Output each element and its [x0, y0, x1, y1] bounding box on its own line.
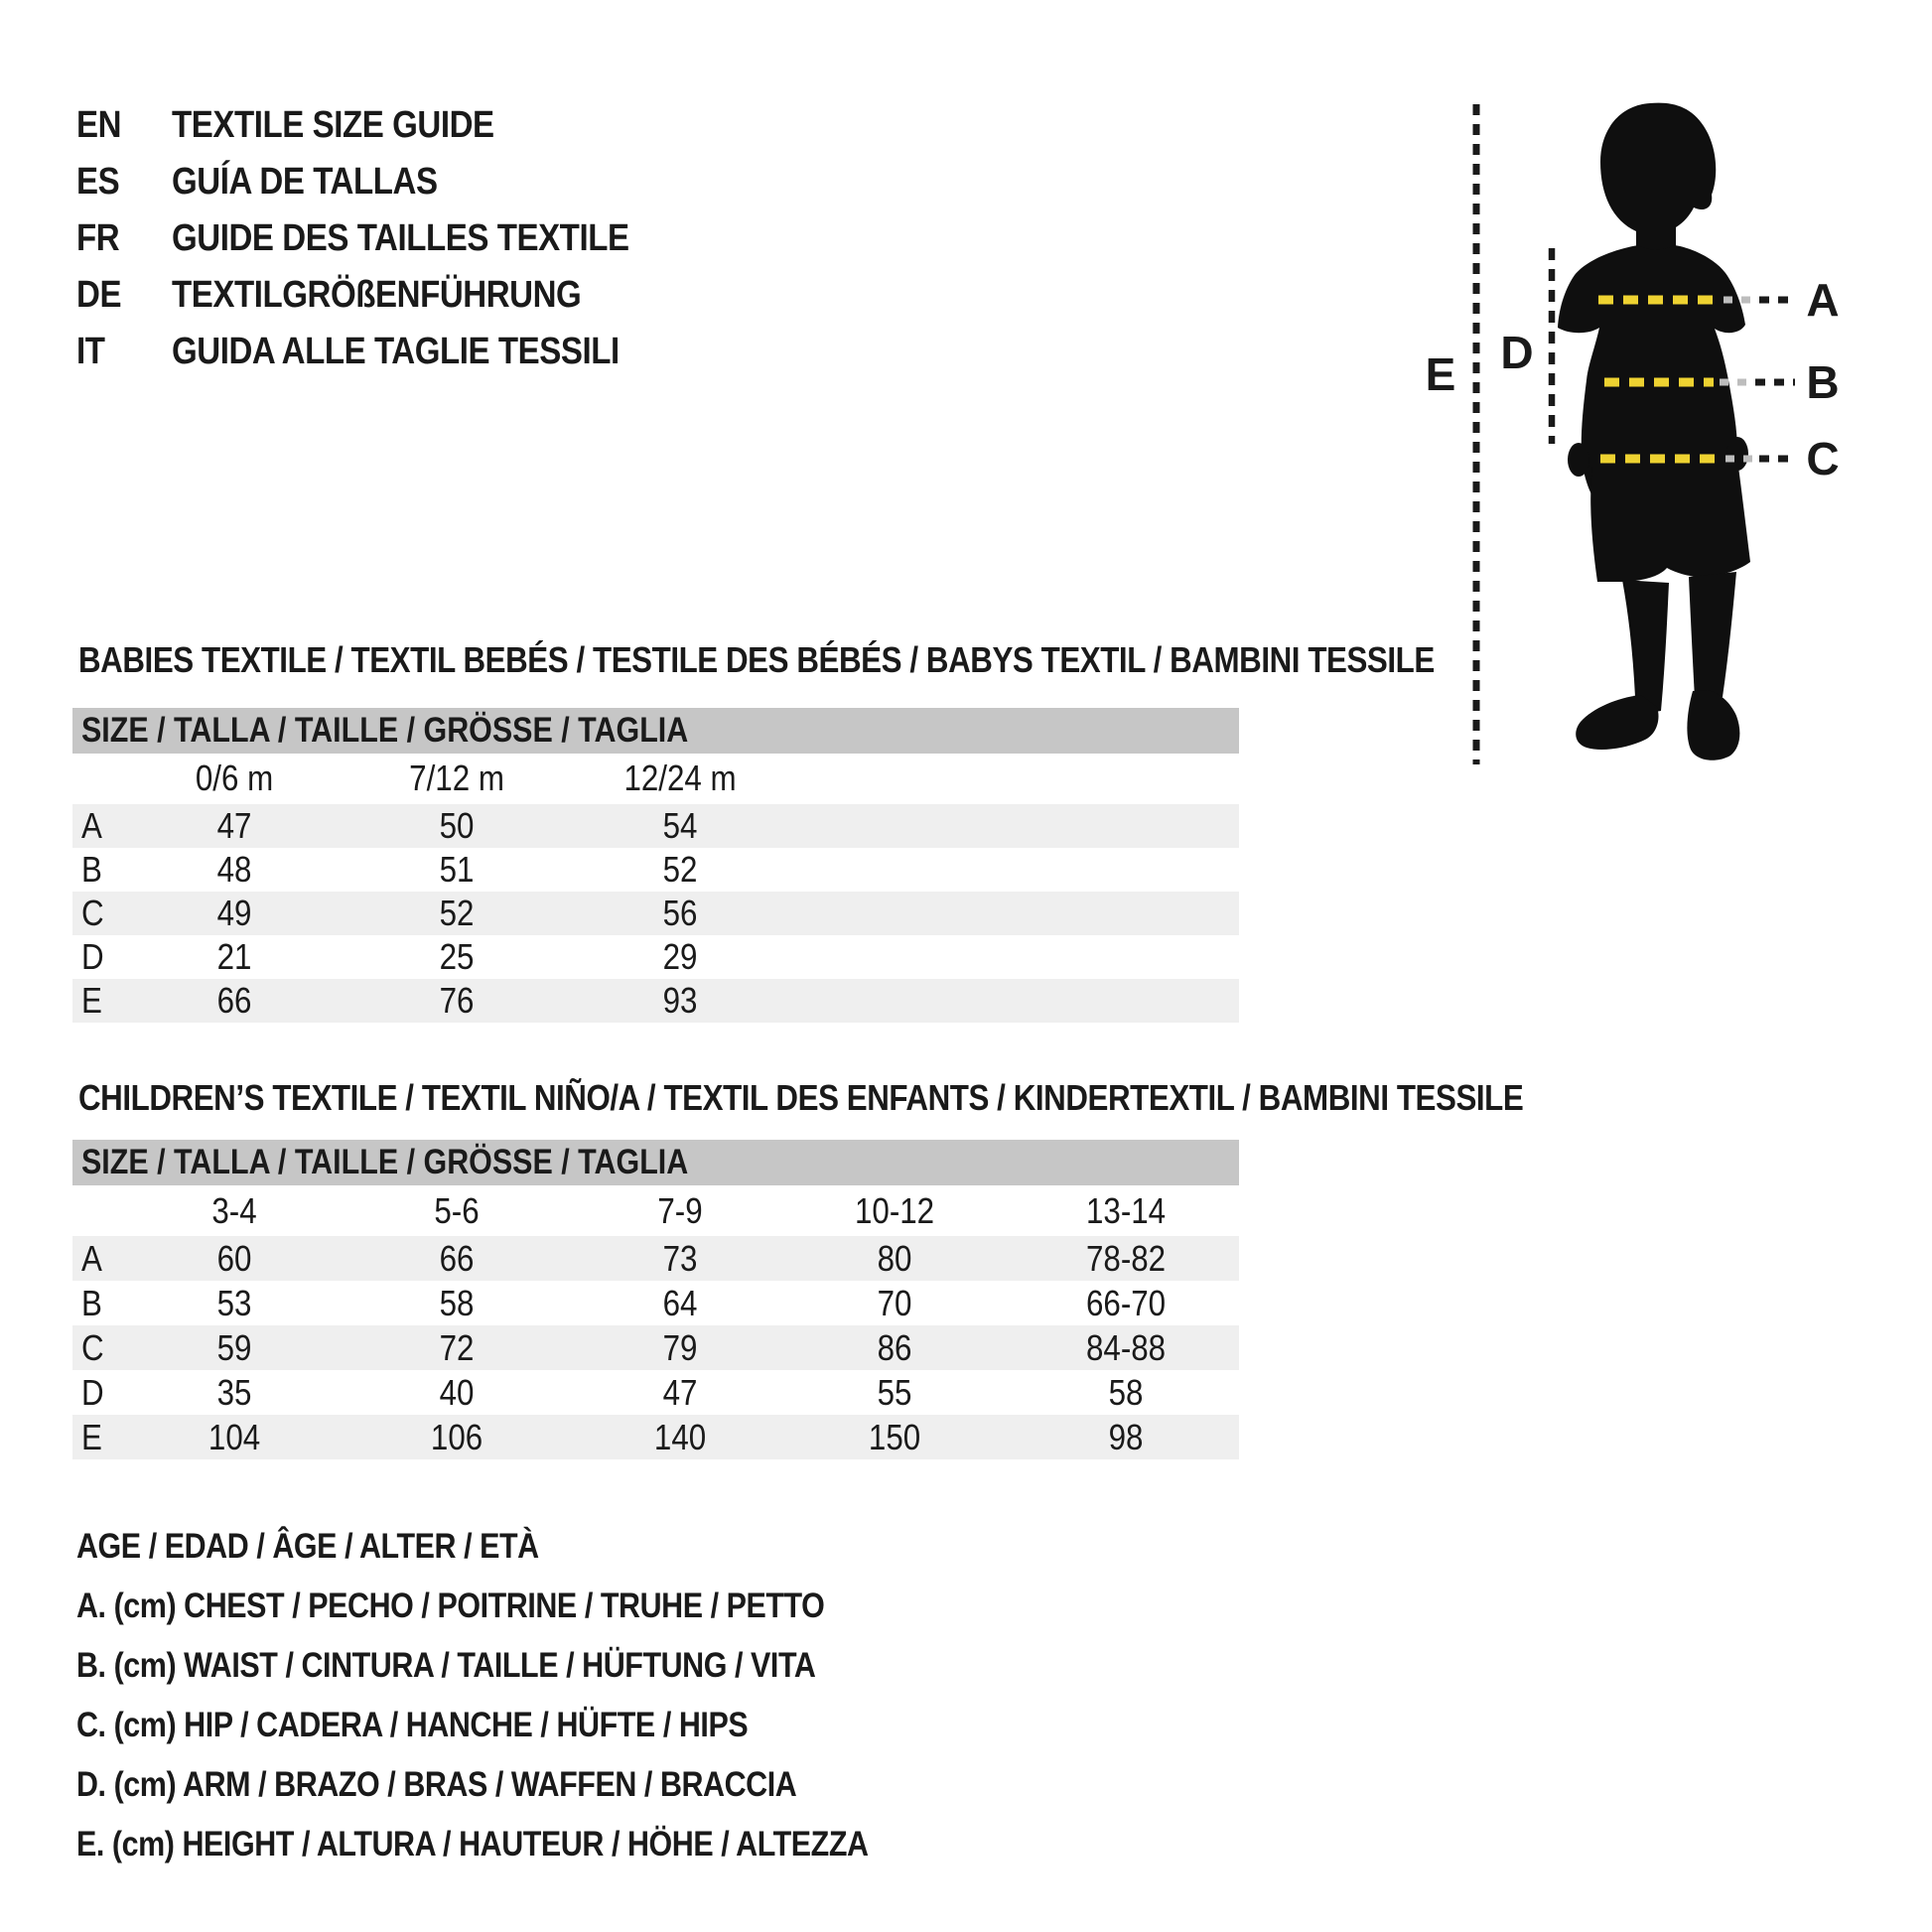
- children-row-d: [72, 1370, 1239, 1415]
- babies-row-d: [72, 935, 1239, 979]
- row-label: B: [81, 849, 102, 890]
- cell-value: 52: [662, 849, 698, 890]
- language-code: FR: [76, 217, 120, 259]
- cell-value: 47: [662, 1371, 698, 1413]
- cell-value: 49: [216, 893, 252, 933]
- children-col-header: 5-6: [434, 1189, 480, 1231]
- cell-value: 84-88: [1085, 1326, 1167, 1368]
- legend-height: E. (cm) HEIGHT / ALTURA / HAUTEUR / HÖHE / ALTEZZA: [76, 1825, 869, 1863]
- chest-measure-label: A: [1806, 274, 1840, 326]
- language-row-de: [76, 267, 697, 324]
- row-label: B: [81, 1282, 102, 1323]
- babies-col-header: 7/12 m: [409, 758, 504, 798]
- legend-arm: D. (cm) ARM / BRAZO / BRAS / WAFFEN / BRACCIA: [76, 1765, 797, 1804]
- cell-value: 70: [877, 1282, 912, 1323]
- row-label: D: [81, 1371, 104, 1413]
- cell-value: 55: [877, 1371, 912, 1413]
- children-row-c: [72, 1325, 1239, 1370]
- cell-value: 47: [216, 805, 252, 846]
- cell-value: 35: [216, 1371, 252, 1413]
- cell-value: 52: [439, 893, 475, 933]
- babies-row-a: [72, 804, 1239, 848]
- waist-measure-label: B: [1806, 356, 1840, 408]
- cell-value: 40: [439, 1371, 475, 1413]
- children-row-e: [72, 1415, 1239, 1459]
- babies-section-headline: BABIES TEXTILE / TEXTIL BEBÉS / TESTILE DES BÉBÉS / BABYS TEXTIL / BAMBINI TESSILE: [78, 639, 1435, 680]
- babies-row-e: [72, 979, 1239, 1023]
- legend-chest: A. (cm) CHEST / PECHO / POITRINE / TRUHE / PETTO: [76, 1587, 825, 1625]
- hip-measure-label: C: [1806, 433, 1840, 484]
- cell-value: 79: [662, 1326, 698, 1368]
- babies-row-b: [72, 848, 1239, 892]
- language-title: GUIDE DES TAILLES TEXTILE: [172, 217, 629, 259]
- cell-value: 21: [216, 936, 252, 977]
- cell-value: 106: [430, 1416, 483, 1457]
- language-row-it: [76, 324, 697, 380]
- cell-value: 66: [439, 1237, 475, 1279]
- row-label: E: [81, 1416, 102, 1457]
- legend-hip: C. (cm) HIP / CADERA / HANCHE / HÜFTE / HIPS: [76, 1706, 749, 1744]
- language-row-fr: [76, 210, 697, 267]
- language-code: EN: [76, 104, 122, 146]
- cell-value: 73: [662, 1237, 698, 1279]
- cell-value: 150: [868, 1416, 921, 1457]
- children-column-header-row: [72, 1185, 1239, 1236]
- language-code: DE: [76, 274, 122, 316]
- children-col-header: 10-12: [854, 1189, 935, 1231]
- row-label: E: [81, 980, 102, 1021]
- cell-value: 48: [216, 849, 252, 890]
- children-size-header-bar: SIZE / TALLA / TAILLE / GRÖSSE / TAGLIA: [72, 1140, 1239, 1185]
- babies-col-header: 12/24 m: [623, 758, 737, 798]
- language-row-es: [76, 154, 697, 210]
- language-title: TEXTILGRÖßENFÜHRUNG: [172, 274, 582, 316]
- language-title: TEXTILE SIZE GUIDE: [172, 104, 494, 146]
- cell-value: 80: [877, 1237, 912, 1279]
- children-col-header: 13-14: [1085, 1189, 1167, 1231]
- cell-value: 72: [439, 1326, 475, 1368]
- cell-value: 104: [207, 1416, 261, 1457]
- cell-value: 51: [439, 849, 475, 890]
- cell-value: 56: [662, 893, 698, 933]
- cell-value: 59: [216, 1326, 252, 1368]
- cell-value: 29: [662, 936, 698, 977]
- cell-value: 25: [439, 936, 475, 977]
- row-label: D: [81, 936, 104, 977]
- babies-col-header: 0/6 m: [195, 758, 274, 798]
- cell-value: 58: [1108, 1371, 1144, 1413]
- cell-value: 58: [439, 1282, 475, 1323]
- cell-value: 98: [1108, 1416, 1144, 1457]
- legend-age: AGE / EDAD / ÂGE / ALTER / ETÀ: [76, 1527, 539, 1566]
- language-code: ES: [76, 161, 120, 203]
- row-label: C: [81, 893, 104, 933]
- language-row-en: [76, 97, 697, 154]
- babies-size-header-bar: SIZE / TALLA / TAILLE / GRÖSSE / TAGLIA: [72, 708, 1239, 754]
- children-col-header: 3-4: [211, 1189, 257, 1231]
- children-row-a: [72, 1236, 1239, 1281]
- children-col-header: 7-9: [657, 1189, 703, 1231]
- cell-value: 86: [877, 1326, 912, 1368]
- language-guide-list: [76, 97, 697, 380]
- arm-measure-label: D: [1500, 327, 1534, 378]
- cell-value: 93: [662, 980, 698, 1021]
- children-section-headline: CHILDREN’S TEXTILE / TEXTIL NIÑO/A / TEXTIL DES ENFANTS / KINDERTEXTIL / BAMBINI TESSILE: [78, 1077, 1524, 1118]
- babies-row-c: [72, 892, 1239, 935]
- row-label: A: [81, 1237, 102, 1279]
- cell-value: 66-70: [1085, 1282, 1167, 1323]
- cell-value: 60: [216, 1237, 252, 1279]
- row-label: A: [81, 805, 102, 846]
- language-code: IT: [76, 331, 105, 372]
- babies-column-header-row: [72, 753, 1239, 804]
- child-measurement-figure: [1370, 60, 1932, 794]
- height-measure-label: E: [1425, 348, 1456, 400]
- row-label: C: [81, 1326, 104, 1368]
- cell-value: 78-82: [1085, 1237, 1167, 1279]
- measurement-legend: [76, 1517, 987, 1874]
- cell-value: 64: [662, 1282, 698, 1323]
- cell-value: 53: [216, 1282, 252, 1323]
- cell-value: 54: [662, 805, 698, 846]
- cell-value: 140: [653, 1416, 707, 1457]
- cell-value: 66: [216, 980, 252, 1021]
- cell-value: 50: [439, 805, 475, 846]
- legend-waist: B. (cm) WAIST / CINTURA / TAILLE / HÜFTUNG / VITA: [76, 1646, 816, 1685]
- language-title: GUIDA ALLE TAGLIE TESSILI: [172, 331, 620, 372]
- language-title: GUÍA DE TALLAS: [172, 161, 438, 203]
- cell-value: 76: [439, 980, 475, 1021]
- children-row-b: [72, 1281, 1239, 1325]
